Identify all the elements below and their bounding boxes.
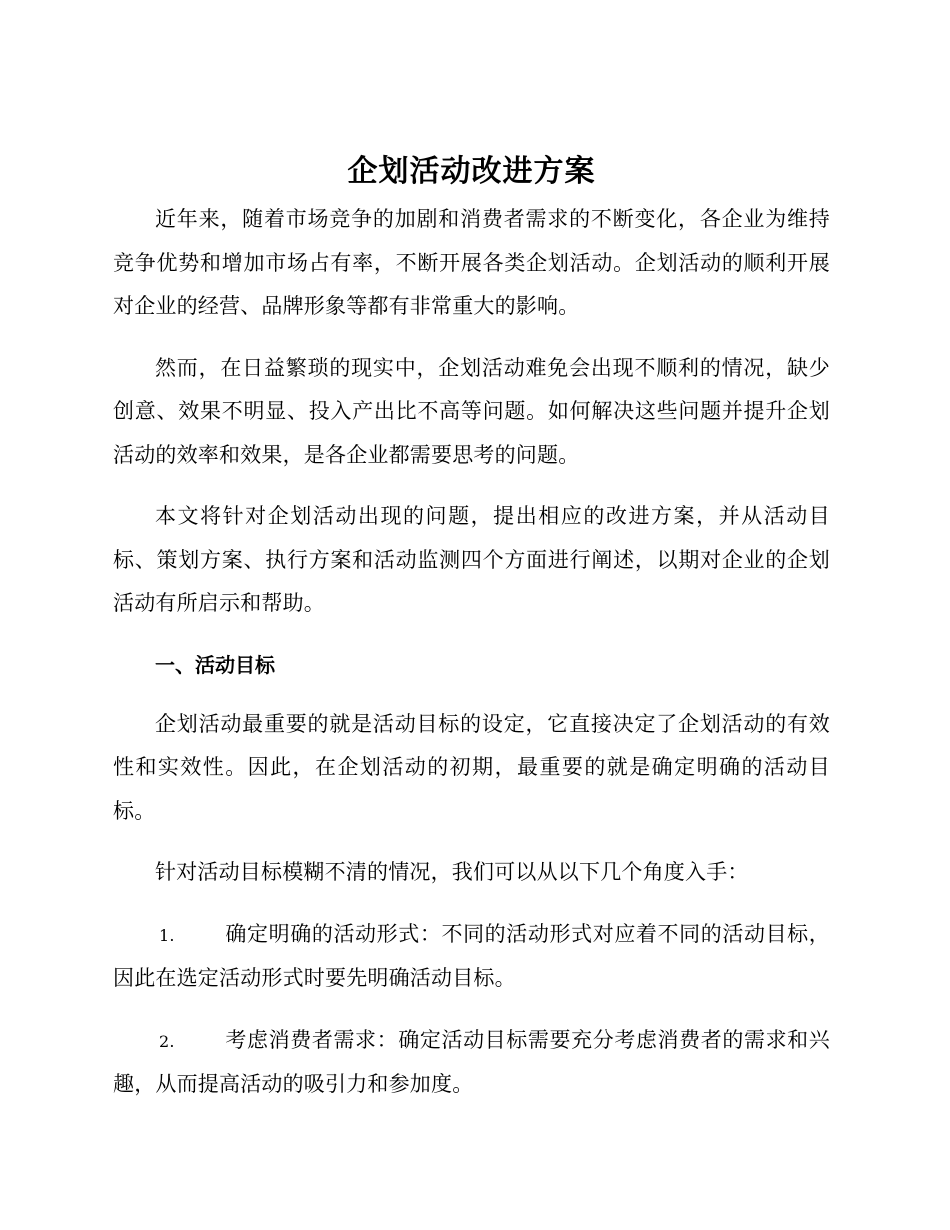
list-item-number: 2. xyxy=(159,1031,175,1051)
list-item-text: 考虑消费者需求：确定活动目标需要充分考虑消费者的需求和兴趣，从而提高活动的吸引力和参加度。 xyxy=(113,1027,830,1096)
list-item-text: 确定明确的活动形式：不同的活动形式对应着不同的活动目标，因此在选定活动形式时要先明确活动目标。 xyxy=(113,921,830,990)
intro-paragraph-2: 然而，在日益繁琐的现实中，企划活动难免会出现不顺利的情况，缺少创意、效果不明显、投入产出比不高等问题。如何解决这些问题并提升企划活动的效率和效果，是各企业都需要思考的问题。 xyxy=(113,355,830,467)
list-item xyxy=(113,913,830,1001)
list-item-number: 1. xyxy=(159,925,175,945)
document-title: 企划活动改进方案 xyxy=(347,154,596,189)
document-body xyxy=(113,146,830,1125)
list-item xyxy=(113,1019,830,1107)
section-paragraph-1: 企划活动最重要的就是活动目标的设定，它直接决定了企划活动的有效性和实效性。因此，在企划活动的初期，最重要的就是确定明确的活动目标。 xyxy=(113,711,830,823)
section-paragraph-2: 针对活动目标模糊不清的情况，我们可以从以下几个角度入手： xyxy=(155,860,749,884)
section-heading-activity-goals: 一、活动目标 xyxy=(155,652,275,677)
intro-paragraph-1: 近年来，随着市场竞争的加剧和消费者需求的不断变化，各企业为维持竞争优势和增加市场占有率，不断开展各类企划活动。企划活动的顺利开展对企业的经营、品牌形象等都有非常重大的影响。 xyxy=(113,207,830,318)
intro-paragraph-3: 本文将针对企划活动出现的问题，提出相应的改进方案，并从活动目标、策划方案、执行方案和活动监测四个方面进行阐述，以期对企业的企划活动有所启示和帮助。 xyxy=(113,504,830,615)
